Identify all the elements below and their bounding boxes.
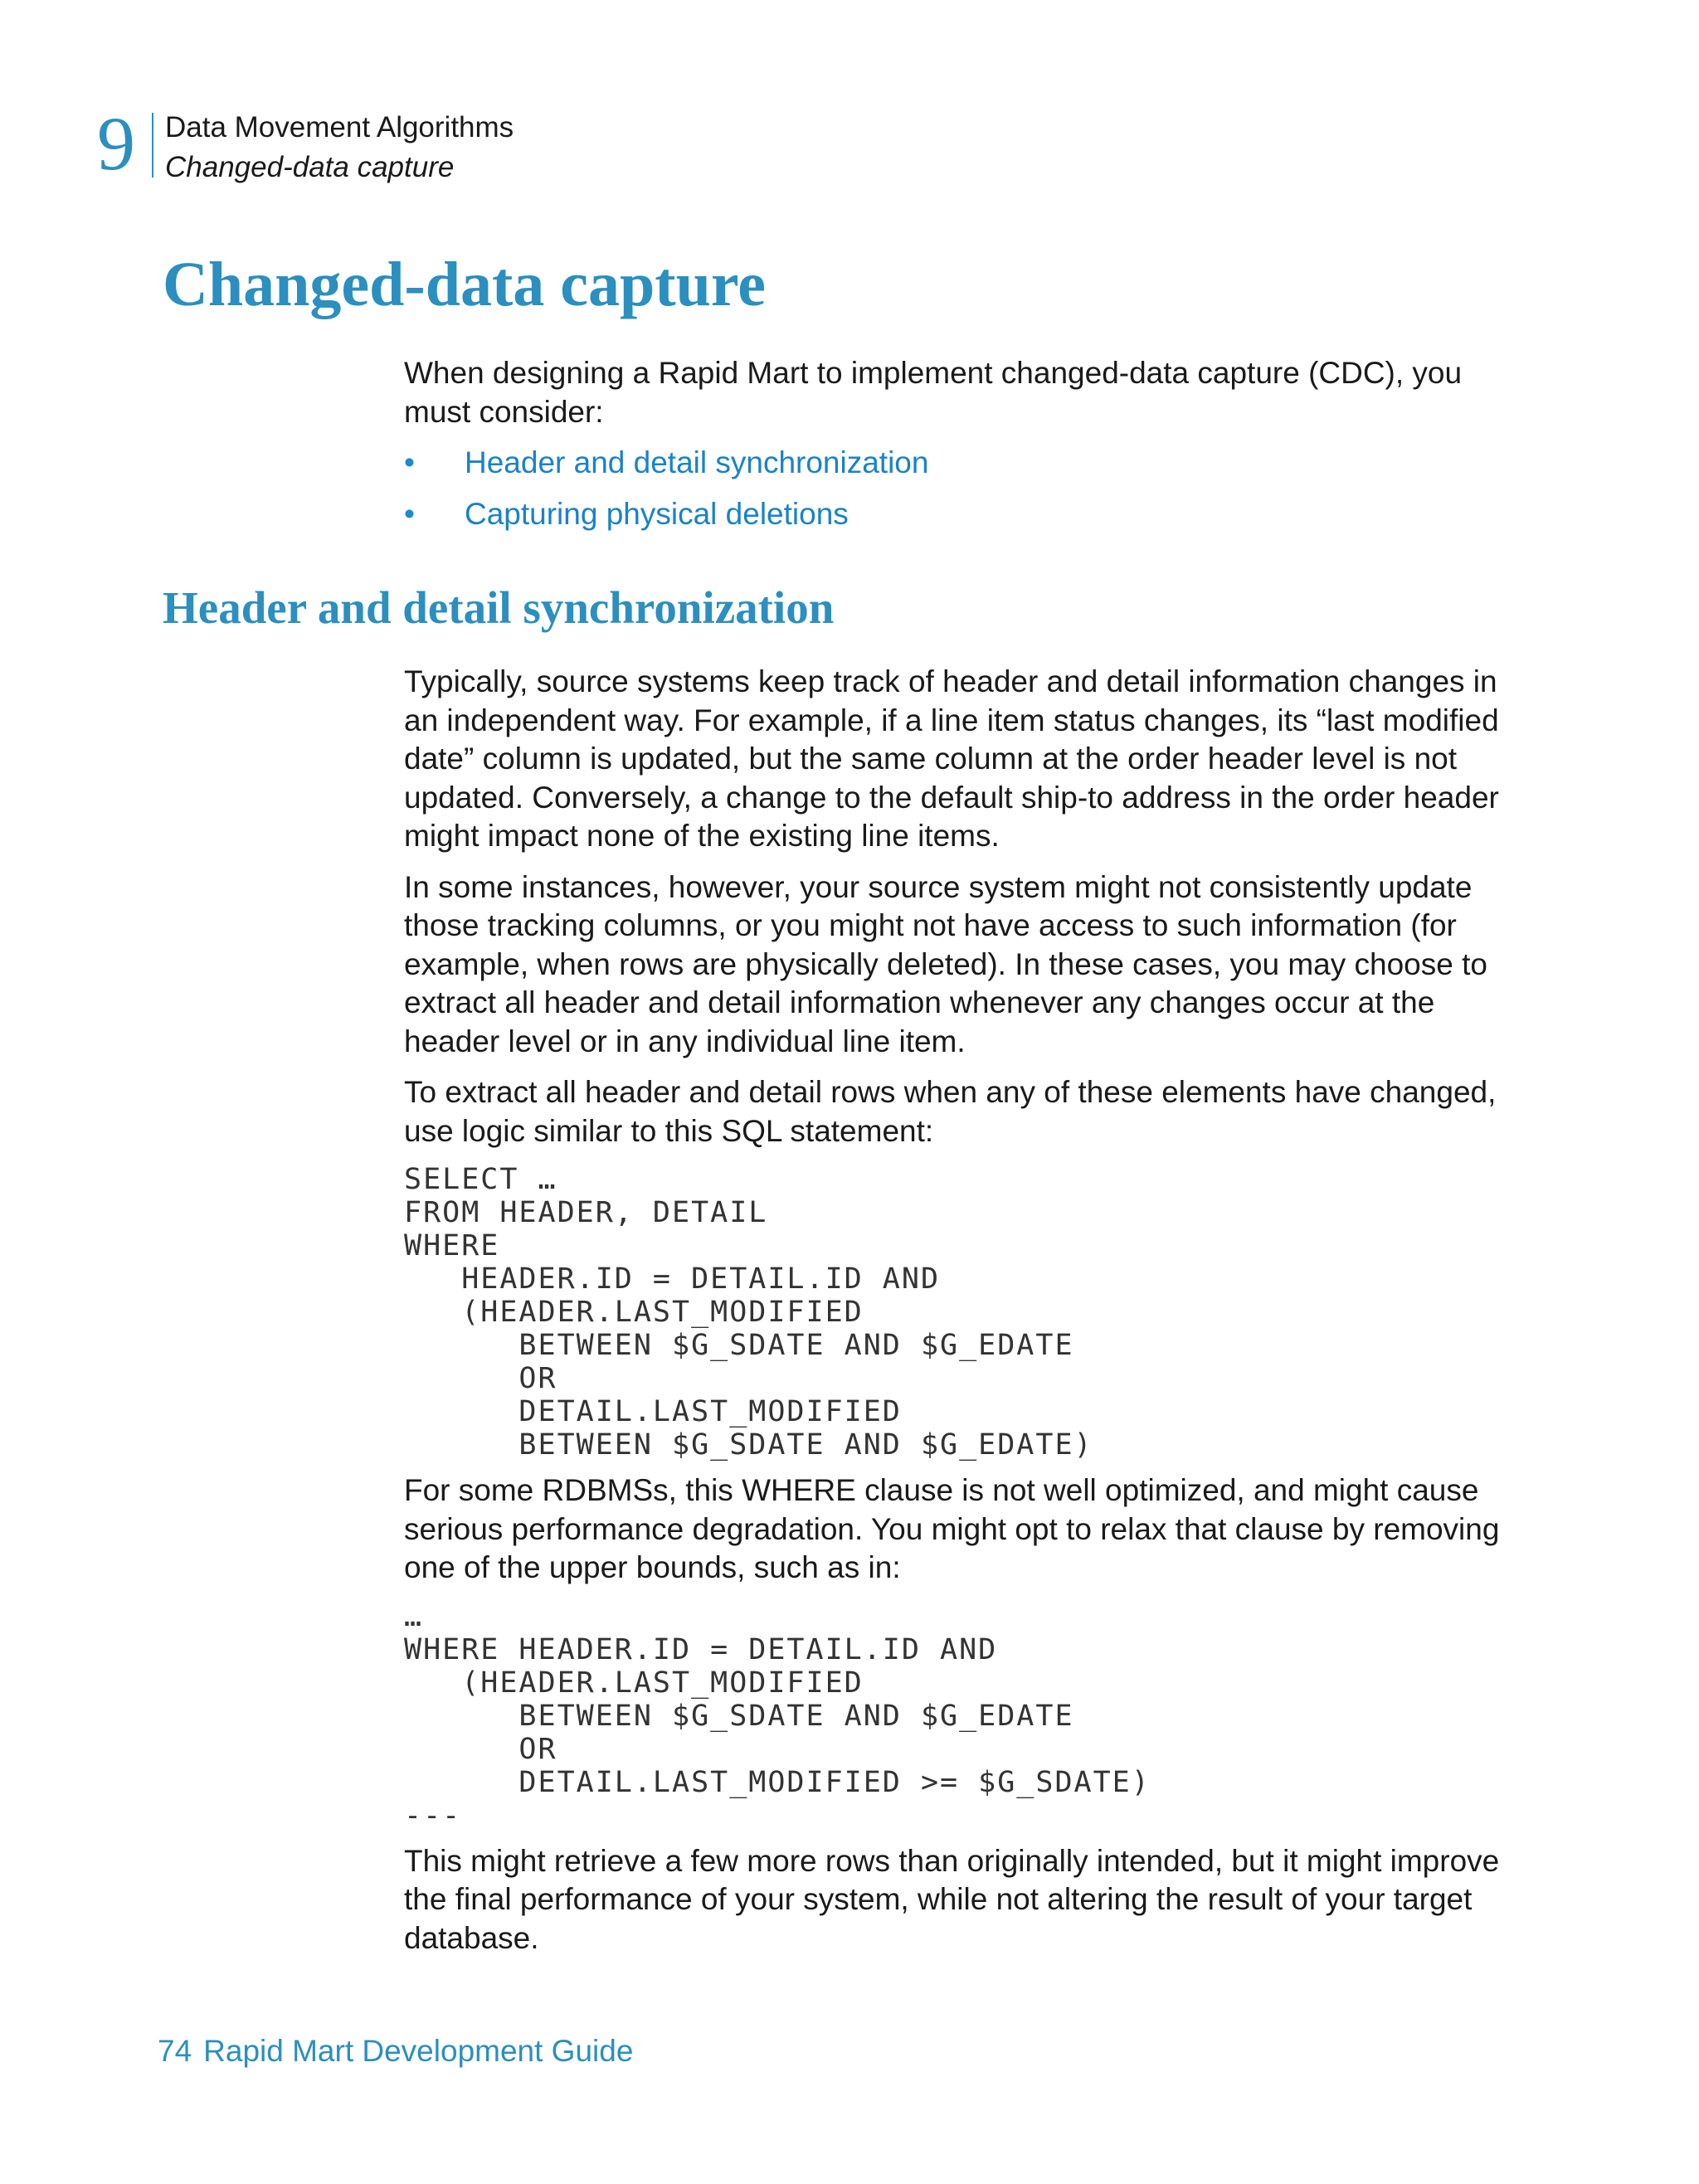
topic-list	[404, 444, 1507, 533]
paragraph-1: Typically, source systems keep track of header and detail information changes in an independent way. For example, if a line item status changes, its “last modified date” column is updated, but the same column at the order header level is not updated. Conversely, a change to the default ship-to address in the order header might impact none of the existing line items.	[404, 664, 1499, 853]
section-title: Changed-data capture	[163, 250, 766, 319]
list-item	[404, 444, 1507, 483]
bullet-icon: •	[404, 496, 415, 531]
running-head-chapter-title: Data Movement Algorithms	[165, 111, 514, 143]
section-intro-block	[404, 354, 1507, 546]
link-header-detail-sync[interactable]: Header and detail synchronization	[465, 445, 929, 479]
page-footer	[158, 2032, 633, 2070]
intro-paragraph: When designing a Rapid Mart to implement changed-data capture (CDC), you must consider:	[404, 356, 1463, 429]
paragraph-3: To extract all header and detail rows when any of these elements have changed, use logic similar to this SQL statement:	[404, 1075, 1497, 1148]
link-capturing-physical-deletions[interactable]: Capturing physical deletions	[465, 496, 849, 531]
subsection-body	[404, 663, 1507, 1970]
paragraph-2: In some instances, however, your source system might not consistently update those tracking columns, or you might not have access to such information (for example, when rows are physically deleted). In these cases, you may choose to extract all header and detail information whenever any changes occur at the header level or in any individual line item.	[404, 869, 1487, 1058]
bullet-icon: •	[404, 445, 415, 479]
subsection-title: Header and detail synchronization	[163, 582, 835, 633]
list-item	[404, 495, 1507, 534]
running-head-section-title: Changed-data capture	[165, 151, 455, 183]
paragraph-4: For some RDBMSs, this WHERE clause is not well optimized, and might cause serious performance degradation. You might opt to relax that clause by removing one of the upper bounds, such as in:	[404, 1473, 1500, 1584]
footer-book-title: Rapid Mart Development Guide	[203, 2034, 634, 2068]
sql-code-block-2: … WHERE HEADER.ID = DETAIL.ID AND (HEADER.LAST_MODIFIED BETWEEN $G_SDATE AND $G_EDATE OR DETAIL.LAST_MODIFIED >= $G_SDATE) ---	[404, 1599, 1151, 1832]
paragraph-5: This might retrieve a few more rows than originally intended, but it might improve the final performance of your system, while not altering the result of your target database.	[404, 1843, 1500, 1955]
page-number: 74	[158, 2034, 192, 2068]
running-head-divider	[152, 113, 153, 178]
chapter-number: 9	[97, 101, 135, 186]
sql-code-block-1: SELECT … FROM HEADER, DETAIL WHERE HEADER.ID = DETAIL.ID AND (HEADER.LAST_MODIFIED BETWEEN $G_SDATE AND $G_EDATE OR DETAIL.LAST_MODIFIED BETWEEN $G_SDATE AND $G_EDATE)	[404, 1163, 1093, 1462]
